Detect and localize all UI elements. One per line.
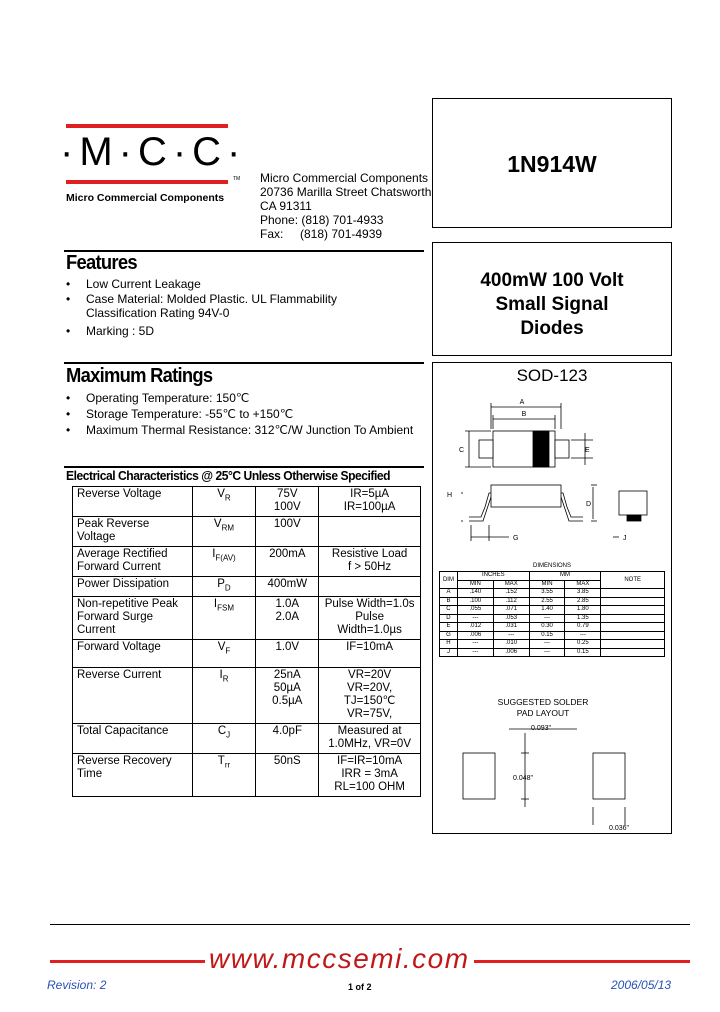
- ec-parameter: Reverse Recovery Time: [73, 754, 193, 797]
- dim-cell: ---: [529, 648, 565, 657]
- ec-condition: [319, 517, 421, 547]
- features-heading: Features: [66, 252, 137, 274]
- ec-parameter: Peak Reverse Voltage: [73, 517, 193, 547]
- ec-value: 1.0V: [256, 640, 319, 668]
- dim-label-d: D: [586, 501, 592, 508]
- dim-cell: [601, 631, 665, 640]
- ec-condition: Measured at 1.0MHz, VR=0V: [319, 724, 421, 754]
- side-view: [461, 485, 597, 541]
- ec-condition: IF=IR=10mA IRR = 3mA RL=100 OHM: [319, 754, 421, 797]
- dim-cell: 1.80: [565, 606, 601, 615]
- ec-value: 75V 100V: [256, 487, 319, 517]
- dim-cell: B: [440, 597, 458, 606]
- dim-cell: ---: [457, 640, 493, 649]
- dim-cell: .100: [457, 597, 493, 606]
- end-view: [613, 491, 647, 537]
- dim-cell: .006: [493, 648, 529, 657]
- package-drawing: [433, 389, 671, 569]
- dim-cell: 3.55: [529, 589, 565, 598]
- ec-row: [73, 597, 421, 640]
- dim-cell: E: [440, 623, 458, 632]
- ec-symbol: $V_R$: [192, 487, 256, 517]
- dim-cell: .152: [493, 589, 529, 598]
- product-title-box: [432, 242, 672, 356]
- feature-item: • Case Material: Molded Plastic. UL Flammability Classification Rating 94V-0: [64, 292, 364, 321]
- ec-condition: [319, 577, 421, 597]
- address-line: 20736 Marilla Street Chatsworth: [260, 185, 432, 199]
- dim-row: [440, 648, 665, 657]
- solder-pad-layout: [433, 721, 671, 831]
- rating-item: • Storage Temperature: -55℃ to +150℃: [64, 406, 424, 422]
- ec-symbol: $V_{RM}$: [192, 517, 256, 547]
- feature-item: • Marking : 5D: [64, 324, 364, 339]
- ec-parameter: Reverse Voltage: [73, 487, 193, 517]
- dim-label-g: G: [513, 535, 519, 542]
- pad-spacing-dim: 0.093": [531, 725, 552, 732]
- ec-value: 1.0A 2.0A: [256, 597, 319, 640]
- product-title-line: Small Signal: [495, 294, 609, 315]
- product-title: [433, 269, 671, 341]
- part-number: 1N914W: [507, 151, 597, 177]
- dim-cell: [601, 597, 665, 606]
- ec-condition: Resistive Load f > 50Hz: [319, 547, 421, 577]
- dim-cell: ---: [457, 648, 493, 657]
- ec-row: [73, 724, 421, 754]
- solder-title-line: SUGGESTED SOLDER: [497, 697, 589, 707]
- ec-row: [73, 754, 421, 797]
- dim-label-j: J: [623, 535, 627, 542]
- dim-head: INCHES: [457, 572, 529, 581]
- dim-cell: .140: [457, 589, 493, 598]
- dim-cell: .006: [457, 631, 493, 640]
- dim-head: NOTE: [601, 572, 665, 589]
- dim-cell: 0.25: [565, 640, 601, 649]
- revision-date: 2006/05/13: [611, 978, 672, 992]
- dim-cell: C: [440, 606, 458, 615]
- dim-subhead: MIN: [529, 580, 565, 589]
- dim-cell: .055: [457, 606, 493, 615]
- ec-condition: Pulse Width=1.0s Pulse Width=1.0µs: [319, 597, 421, 640]
- trademark-mark: TM: [233, 176, 241, 182]
- ec-condition: IR=5µA IR=100µA: [319, 487, 421, 517]
- dim-subhead: MAX: [493, 580, 529, 589]
- dim-cell: .010: [493, 640, 529, 649]
- ec-symbol: $P_D$: [192, 577, 256, 597]
- ec-symbol: $I_{F(AV)}$: [192, 547, 256, 577]
- features-list: [64, 277, 364, 338]
- electrical-characteristics-table: [72, 486, 421, 797]
- ec-row: [73, 487, 421, 517]
- dim-cell: ---: [493, 631, 529, 640]
- ec-parameter: Average Rectified Forward Current: [73, 547, 193, 577]
- dim-cell: ---: [529, 640, 565, 649]
- dim-cell: J: [440, 648, 458, 657]
- top-view: [465, 403, 593, 467]
- logo-bottom-bar: [66, 180, 228, 184]
- dim-cell: 0.30: [529, 623, 565, 632]
- dim-row: [440, 597, 665, 606]
- dim-cell: 2.55: [529, 597, 565, 606]
- dim-cell: .112: [493, 597, 529, 606]
- address-line: Phone: (818) 701-4933: [260, 213, 384, 227]
- dim-cell: A: [440, 589, 458, 598]
- ec-parameter: Total Capacitance: [73, 724, 193, 754]
- rating-item: • Operating Temperature: 150℃: [64, 390, 424, 406]
- ec-symbol: $C_J$: [192, 724, 256, 754]
- ec-value: 400mW: [256, 577, 319, 597]
- company-address: [260, 171, 431, 241]
- part-number-box: [432, 98, 672, 228]
- dim-row: [440, 623, 665, 632]
- dim-cell: 1.35: [565, 614, 601, 623]
- dim-row: [440, 614, 665, 623]
- footer-rule: [50, 924, 690, 925]
- ec-value: 4.0pF: [256, 724, 319, 754]
- revision-label: Revision: 2: [47, 978, 107, 992]
- package-name: SOD-123: [516, 366, 588, 385]
- ec-row: [73, 668, 421, 724]
- website-link[interactable]: www.mccsemi.com: [205, 943, 474, 975]
- dim-label-e: E: [585, 447, 590, 454]
- ec-row: [73, 577, 421, 597]
- ec-condition: VR=20V VR=20V, TJ=150℃ VR=75V,: [319, 668, 421, 724]
- dim-label-c: C: [459, 447, 465, 454]
- package-box: [432, 362, 672, 834]
- ec-value: 25nA 50µA 0.5µA: [256, 668, 319, 724]
- ec-condition: IF=10mA: [319, 640, 421, 668]
- ec-symbol: $V_F$: [192, 640, 256, 668]
- dim-subhead: MIN: [457, 580, 493, 589]
- dim-cell: [601, 640, 665, 649]
- dim-cell: 0.79: [565, 623, 601, 632]
- ec-value: 200mA: [256, 547, 319, 577]
- max-ratings-rule: [64, 362, 424, 364]
- logo-top-bar: [66, 124, 228, 128]
- dim-cell: [601, 648, 665, 657]
- dimensions-table: [439, 571, 665, 657]
- ec-row: [73, 547, 421, 577]
- address-line: Fax: (818) 701-4939: [260, 227, 383, 241]
- ec-symbol: $I_{FSM}$: [192, 597, 256, 640]
- max-ratings-list: [64, 390, 424, 438]
- dim-row: [440, 631, 665, 640]
- dim-cell: G: [440, 631, 458, 640]
- ec-row: [73, 517, 421, 547]
- logo: ·M·C·C·: [60, 130, 247, 174]
- dim-row: [440, 640, 665, 649]
- ec-parameter: Reverse Current: [73, 668, 193, 724]
- ec-value: 50nS: [256, 754, 319, 797]
- ec-parameter: Forward Voltage: [73, 640, 193, 668]
- dim-cell: 0.15: [529, 631, 565, 640]
- product-title-line: 400mW 100 Volt: [480, 270, 624, 291]
- rating-item: • Maximum Thermal Resistance: 312℃/W Junction To Ambient: [64, 422, 424, 438]
- dim-cell: .012: [457, 623, 493, 632]
- dim-cell: [601, 589, 665, 598]
- pad-height-dim: 0.048": [513, 775, 534, 782]
- max-ratings-heading: Maximum Ratings: [66, 365, 213, 387]
- dim-cell: [601, 623, 665, 632]
- dim-label-b: B: [521, 411, 527, 418]
- ec-parameter: Non-repetitive Peak Forward Surge Current: [73, 597, 193, 640]
- dim-subhead: MAX: [565, 580, 601, 589]
- dim-cell: H: [440, 640, 458, 649]
- elec-heading: Electrical Characteristics @ 25°C Unless Otherwise Specified: [66, 468, 391, 483]
- ec-value: 100V: [256, 517, 319, 547]
- solder-title-line: PAD LAYOUT: [516, 708, 570, 718]
- dim-label-h: H: [447, 492, 453, 499]
- dim-cell: .031: [493, 623, 529, 632]
- dim-cell: ---: [529, 614, 565, 623]
- dim-cell: .053: [493, 614, 529, 623]
- address-line: CA 91311: [260, 199, 312, 213]
- dim-cell: ---: [457, 614, 493, 623]
- dim-cell: D: [440, 614, 458, 623]
- logo-subtitle: Micro Commercial Components: [66, 192, 225, 204]
- address-line: Micro Commercial Components: [260, 171, 429, 185]
- solder-title: [433, 697, 653, 719]
- dim-cell: ---: [565, 631, 601, 640]
- pad-width-dim: 0.036": [609, 825, 630, 831]
- dim-cell: .071: [493, 606, 529, 615]
- dim-cell: 2.85: [565, 597, 601, 606]
- feature-item: • Low Current Leakage: [64, 277, 364, 292]
- dim-cell: 0.15: [565, 648, 601, 657]
- ec-row: [73, 640, 421, 668]
- dim-row: [440, 606, 665, 615]
- dim-cell: 3.85: [565, 589, 601, 598]
- dim-cell: 1.40: [529, 606, 565, 615]
- dim-row: [440, 589, 665, 598]
- dim-cell: [601, 606, 665, 615]
- dim-head: MM: [529, 572, 601, 581]
- ec-symbol: $I_R$: [192, 668, 256, 724]
- ec-parameter: Power Dissipation: [73, 577, 193, 597]
- dim-label-a: A: [519, 399, 525, 406]
- dim-head: DIM: [440, 572, 458, 589]
- dimensions-title: DIMENSIONS: [532, 563, 571, 569]
- dim-cell: [601, 614, 665, 623]
- product-title-line: Diodes: [520, 318, 584, 339]
- ec-symbol: $T_{rr}$: [192, 754, 256, 797]
- page-number: 1 of 2: [348, 982, 372, 992]
